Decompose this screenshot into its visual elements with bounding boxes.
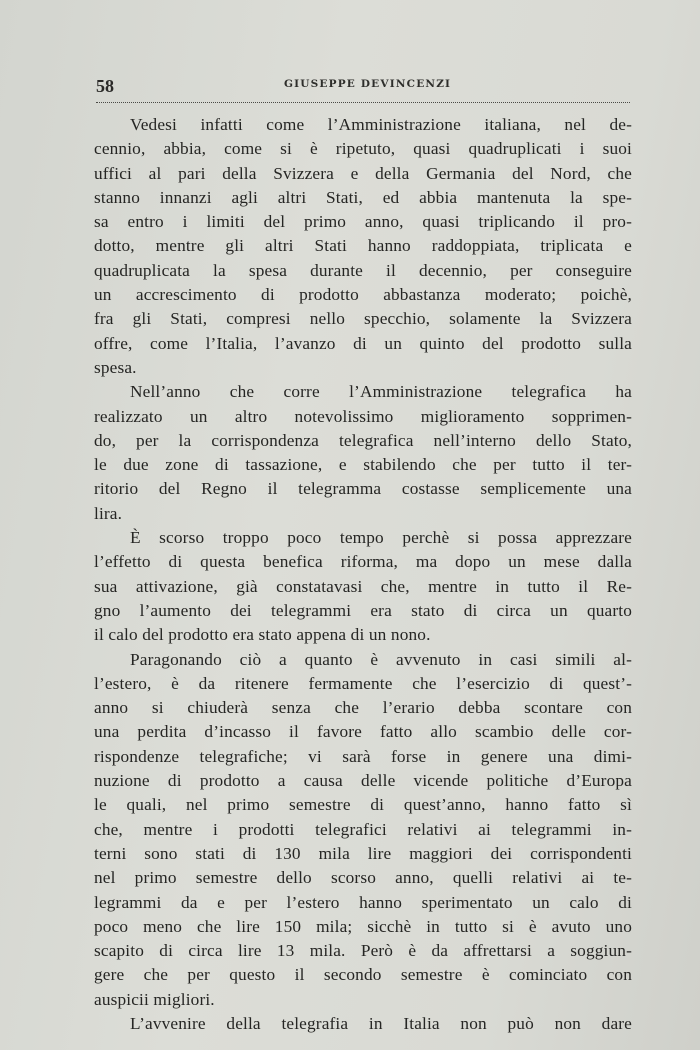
running-head: GIUSEPPE DEVINCENZI bbox=[284, 78, 452, 90]
text-line: È scorso troppo poco tempo perchè si possa apprezzare bbox=[130, 528, 632, 548]
text-line: stanno innanzi agli altri Stati, ed abbia mantenuta la spe- bbox=[94, 187, 632, 207]
page-number: 58 bbox=[96, 76, 114, 96]
text-line: cennio, abbia, come si è ripetuto, quasi quadruplicati i suoi bbox=[94, 139, 632, 159]
text-line: un accrescimento di prodotto abbastanza moderato; poichè, bbox=[94, 285, 632, 305]
text-line: quadruplicata la spesa durante il decennio, per conseguire bbox=[94, 260, 632, 280]
text-line: il calo del prodotto era stato appena di un nono. bbox=[94, 625, 431, 645]
text-line: che, mentre i prodotti telegrafici relativi ai telegrammi in- bbox=[94, 819, 632, 839]
text-line: uffici al pari della Svizzera e della Germania del Nord, che bbox=[94, 163, 632, 183]
text-line: rispondenze telegrafiche; vi sarà forse in genere una dimi- bbox=[94, 746, 632, 766]
text-line: una perdita d’incasso il favore fatto allo scambio delle cor- bbox=[94, 722, 632, 742]
text-line: fra gli Stati, compresi nello specchio, solamente la Svizzera bbox=[94, 309, 632, 329]
text-line: l’estero, è da ritenere fermamente che l’esercizio di quest’- bbox=[94, 673, 632, 693]
text-line: lira. bbox=[94, 503, 123, 523]
text-line: l’effetto di questa benefica riforma, ma dopo un mese dalla bbox=[94, 552, 632, 572]
text-line: offre, come l’Italia, l’avanzo di un quinto del prodotto sulla bbox=[94, 333, 632, 353]
text-line: gno l’aumento dei telegrammi era stato di circa un quarto bbox=[94, 600, 632, 620]
text-line: auspicii migliori. bbox=[94, 989, 215, 1009]
body-text bbox=[94, 113, 632, 1036]
text-line: gere che per questo il secondo semestre è cominciato con bbox=[94, 965, 632, 985]
text-line: Vedesi infatti come l’Amministrazione italiana, nel de- bbox=[130, 115, 632, 134]
text-line: Nell’anno che corre l’Amministrazione telegrafica ha bbox=[130, 382, 632, 402]
text-line: Paragonando ciò a quanto è avvenuto in casi simili al- bbox=[130, 649, 632, 669]
text-line: terni sono stati di 130 mila lire maggiori dei corrispondenti bbox=[94, 843, 632, 863]
text-line: nel primo semestre dello scorso anno, quelli relativi ai te- bbox=[94, 868, 632, 888]
text-line: poco meno che lire 150 mila; sicchè in tutto si è avuto uno bbox=[94, 916, 632, 936]
text-line: le due zone di tassazione, e stabilendo che per tutto il ter- bbox=[94, 455, 632, 475]
text-line: realizzato un altro notevolissimo miglioramento sopprimen- bbox=[94, 406, 632, 426]
text-line: le quali, nel primo semestre di quest’anno, hanno fatto sì bbox=[94, 795, 632, 815]
text-line: scapito di circa lire 13 mila. Però è da affrettarsi a soggiun- bbox=[94, 941, 632, 961]
text-line: sua attivazione, già constatavasi che, mentre in tutto il Re- bbox=[94, 576, 632, 596]
text-line: nuzione di prodotto a causa delle vicende politiche d’Europa bbox=[94, 771, 632, 791]
text-line: anno si chiuderà senza che l’erario debba scontare con bbox=[94, 698, 632, 718]
text-line: spesa. bbox=[94, 357, 137, 377]
text-line: dotto, mentre gli altri Stati hanno raddoppiata, triplicata e bbox=[94, 236, 632, 256]
page-header bbox=[96, 72, 630, 103]
text-line: L’avvenire della telegrafia in Italia non può non dare bbox=[130, 1013, 632, 1033]
text-line: legrammi da e per l’estero hanno sperimentato un calo di bbox=[94, 892, 632, 912]
text-line: sa entro i limiti del primo anno, quasi triplicando il pro- bbox=[94, 212, 632, 232]
text-line: ritorio del Regno il telegramma costasse semplicemente una bbox=[94, 479, 632, 499]
text-line: do, per la corrispondenza telegrafica nell’interno dello Stato, bbox=[94, 430, 632, 450]
